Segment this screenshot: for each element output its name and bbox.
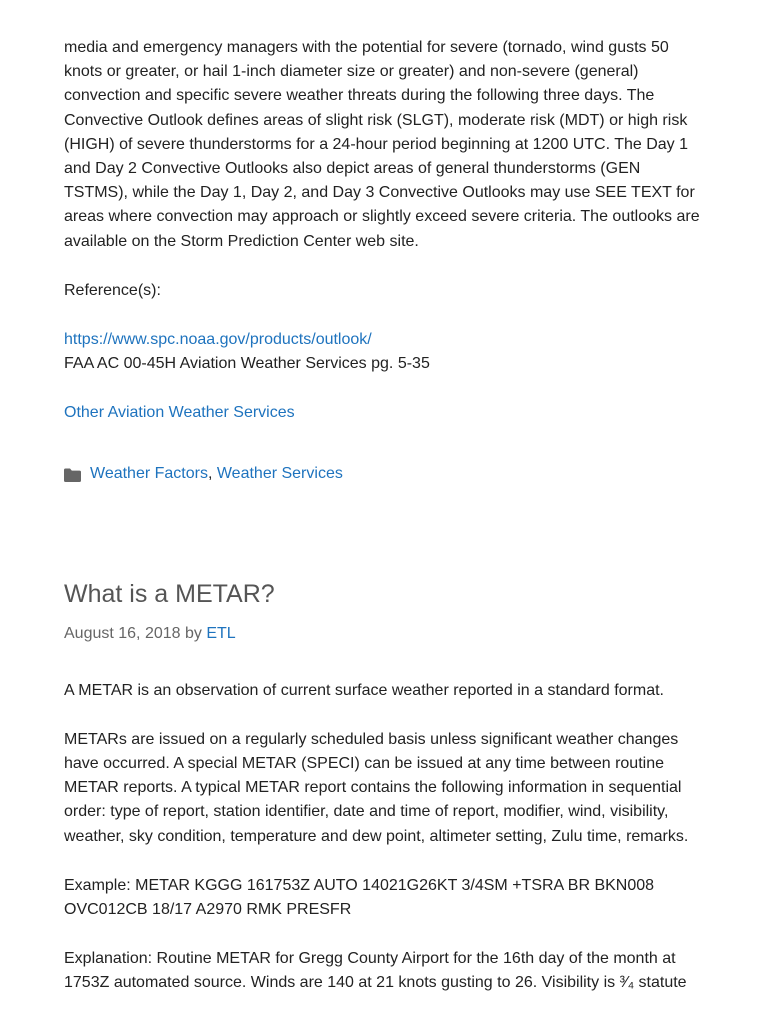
references-label: Reference(s): <box>64 281 161 299</box>
main-content <box>64 36 704 996</box>
folder-icon <box>64 468 81 482</box>
metar-post <box>64 579 704 996</box>
metar-explanation-paragraph: Explanation: Routine METAR for Gregg County Airport for the 16th day of the month at 1753Z automated source. Winds are 140 at 21 knots gusting to 26. Visibility is ³⁄₄ statute <box>64 950 687 992</box>
other-aviation-weather-services-link[interactable]: Other Aviation Weather Services <box>64 404 295 422</box>
post-author-link[interactable]: ETL <box>206 624 236 642</box>
metar-issuance-paragraph: METARs are issued on a regularly scheduled basis unless significant weather changes have occurred. A special METAR (SPECI) can be issued at any time between routine METAR reports. A typical METAR report contains the following information in sequential order: type of report, station identifier, date and time of report, modifier, wind, visibility, weather, sky condition, temperature and dew point, altimeter setting, Zulu time, remarks. <box>64 730 689 845</box>
post-title-link[interactable]: What is a METAR? <box>64 579 275 608</box>
post-title <box>64 579 704 609</box>
post-by: by <box>180 624 207 642</box>
previous-post-tail <box>64 36 704 486</box>
post-date: August 16, 2018 <box>64 624 181 642</box>
post-categories <box>64 462 704 486</box>
outlook-paragraph: media and emergency managers with the potential for severe (tornado, wind gusts 50 knots or greater, or hail 1-inch diameter size or greater) and non-severe (general) convection and specific severe weather threats during the following three days. The Convective Outlook defines areas of slight risk (SLGT), moderate risk (MDT) or high risk (HIGH) of severe thunderstorms for a 24-hour period beginning at 1200 UTC. The Day 1 and Day 2 Convective Outlooks also depict areas of general thunderstorms (GEN TSTMS), while the Day 1, Day 2, and Day 3 Convective Outlooks may use SEE TEXT for areas where convection may approach or slightly exceed severe criteria. The outlooks are available on the Storm Prediction Center web site. <box>64 39 700 250</box>
category-weather-services-link[interactable]: Weather Services <box>216 464 343 482</box>
category-weather-factors-link[interactable]: Weather Factors <box>90 464 208 482</box>
reference-block <box>64 328 704 376</box>
metar-example-paragraph: Example: METAR KGGG 161753Z AUTO 14021G26KT 3/4SM +TSRA BR BKN008 OVC012CB 18/17 A2970 RMK PRESFR <box>64 876 655 919</box>
spc-outlook-link[interactable]: https://www.spc.noaa.gov/products/outlook/ <box>64 331 372 349</box>
post-meta <box>64 623 704 645</box>
category-separator: , <box>207 464 217 482</box>
other-services-paragraph <box>64 401 704 425</box>
faa-reference-text: FAA AC 00-45H Aviation Weather Services pg. 5-35 <box>64 355 430 373</box>
post-body <box>64 679 704 996</box>
metar-intro-paragraph: A METAR is an observation of current surface weather reported in a standard format. <box>64 681 664 699</box>
